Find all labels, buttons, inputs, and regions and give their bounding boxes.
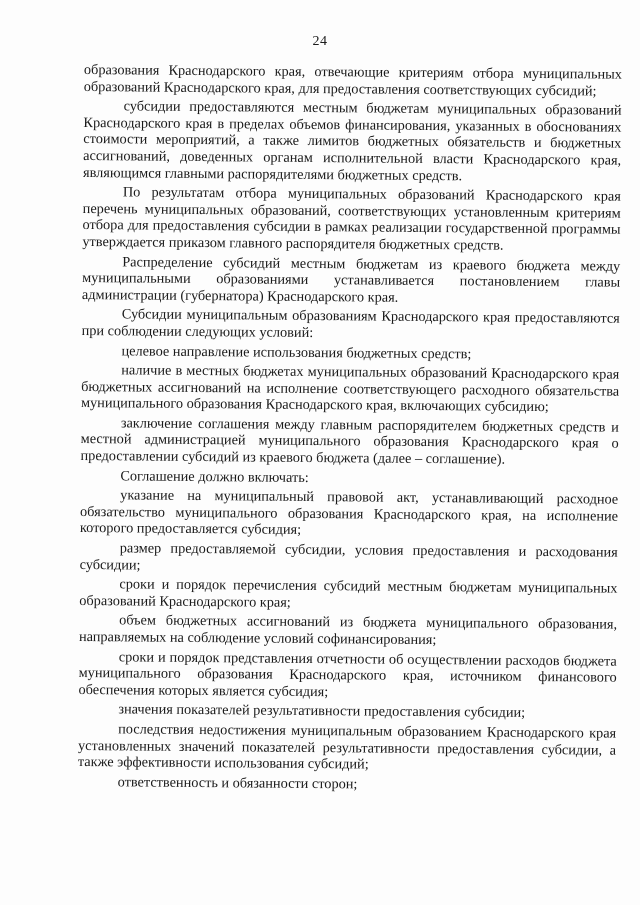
paragraph: значения показателей результативности предоставления субсидии; <box>118 701 526 722</box>
paragraph: последствия недостижения муниципальным образованием Краснодарского края установленных значений показателей результативности предоставления субсидии, а также эффективности использования субсидий; <box>77 721 617 773</box>
paragraph: размер предоставляемой субсидии, условия предоставления и расходования субсидии; <box>79 540 618 574</box>
paragraph: субсидии предоставляются местным бюджетам муниципальных образований Краснодарского края в пределах объемов финансирования, указанных в обоснованиях стоимости мероприятий, а также лимитов бюджетных обязательств и бюджетных ассигнований, доведенных органам исполнительной власти Краснодарского края, являющимся главными распорядителями бюджетных средств. <box>82 98 622 184</box>
paragraph: образования Краснодарского края, отвечающие критериям отбора муниципальных образований Краснодарского края, для предоставления соответствующих субсидий; <box>83 62 622 100</box>
document-body <box>78 62 622 798</box>
paragraph: объем бюджетных ассигнований из бюджета муниципального образования, направляемых на соблюдение условий софинансирования; <box>78 612 618 649</box>
paragraph: наличие в местных бюджетах муниципальных образований Краснодарского края бюджетных ассигнований на исполнение соответствующего расходного обязательства муниципального образования Краснодарского края, включающих субсидию; <box>80 362 620 416</box>
page-number: 24 <box>312 34 328 49</box>
paragraph: Распределение субсидий местным бюджетам из краевого бюджета между муниципальными образованиями устанавливается постановлением главы администрации (губернатора) Краснодарского края. <box>81 253 621 306</box>
paragraph: сроки и порядок перечисления субсидий местным бюджетам муниципальных образований Краснодарского края; <box>79 576 618 611</box>
paragraph: Соглашение должно включать: <box>120 467 309 486</box>
paragraph: сроки и порядок представления отчетности об осуществлении расходов бюджета муниципального образования Краснодарского края, источником финансового обеспечения которых является субсидия; <box>78 648 617 700</box>
paragraph: целевое направление использования бюджетных средств; <box>121 342 472 362</box>
paragraph: Субсидии муниципальным образованиям Краснодарского края предоставляются при соблюдении следующих условий: <box>81 306 620 341</box>
paragraph: заключение соглашения между главным распорядителем бюджетных средств и местной администрацией муниципального образования Краснодарского края о предоставлении субсидий из краевого бюджета (далее – соглашение). <box>80 415 619 468</box>
paragraph: указание на муниципальный правовой акт, устанавливающий расходное обязательство муниципального образования Краснодарского края, на исполнение которого предоставляется субсидия; <box>79 487 619 539</box>
paragraph: ответственность и обязанности сторон; <box>117 774 358 793</box>
paragraph: По результатам отбора муниципальных образований Краснодарского края перечень муниципальных образований, соответствующих установленным критериям отбора для предоставления субсидии в рамках реализации государственной программы утверждается приказом главного распорядителя бюджетных средств. <box>82 184 621 254</box>
